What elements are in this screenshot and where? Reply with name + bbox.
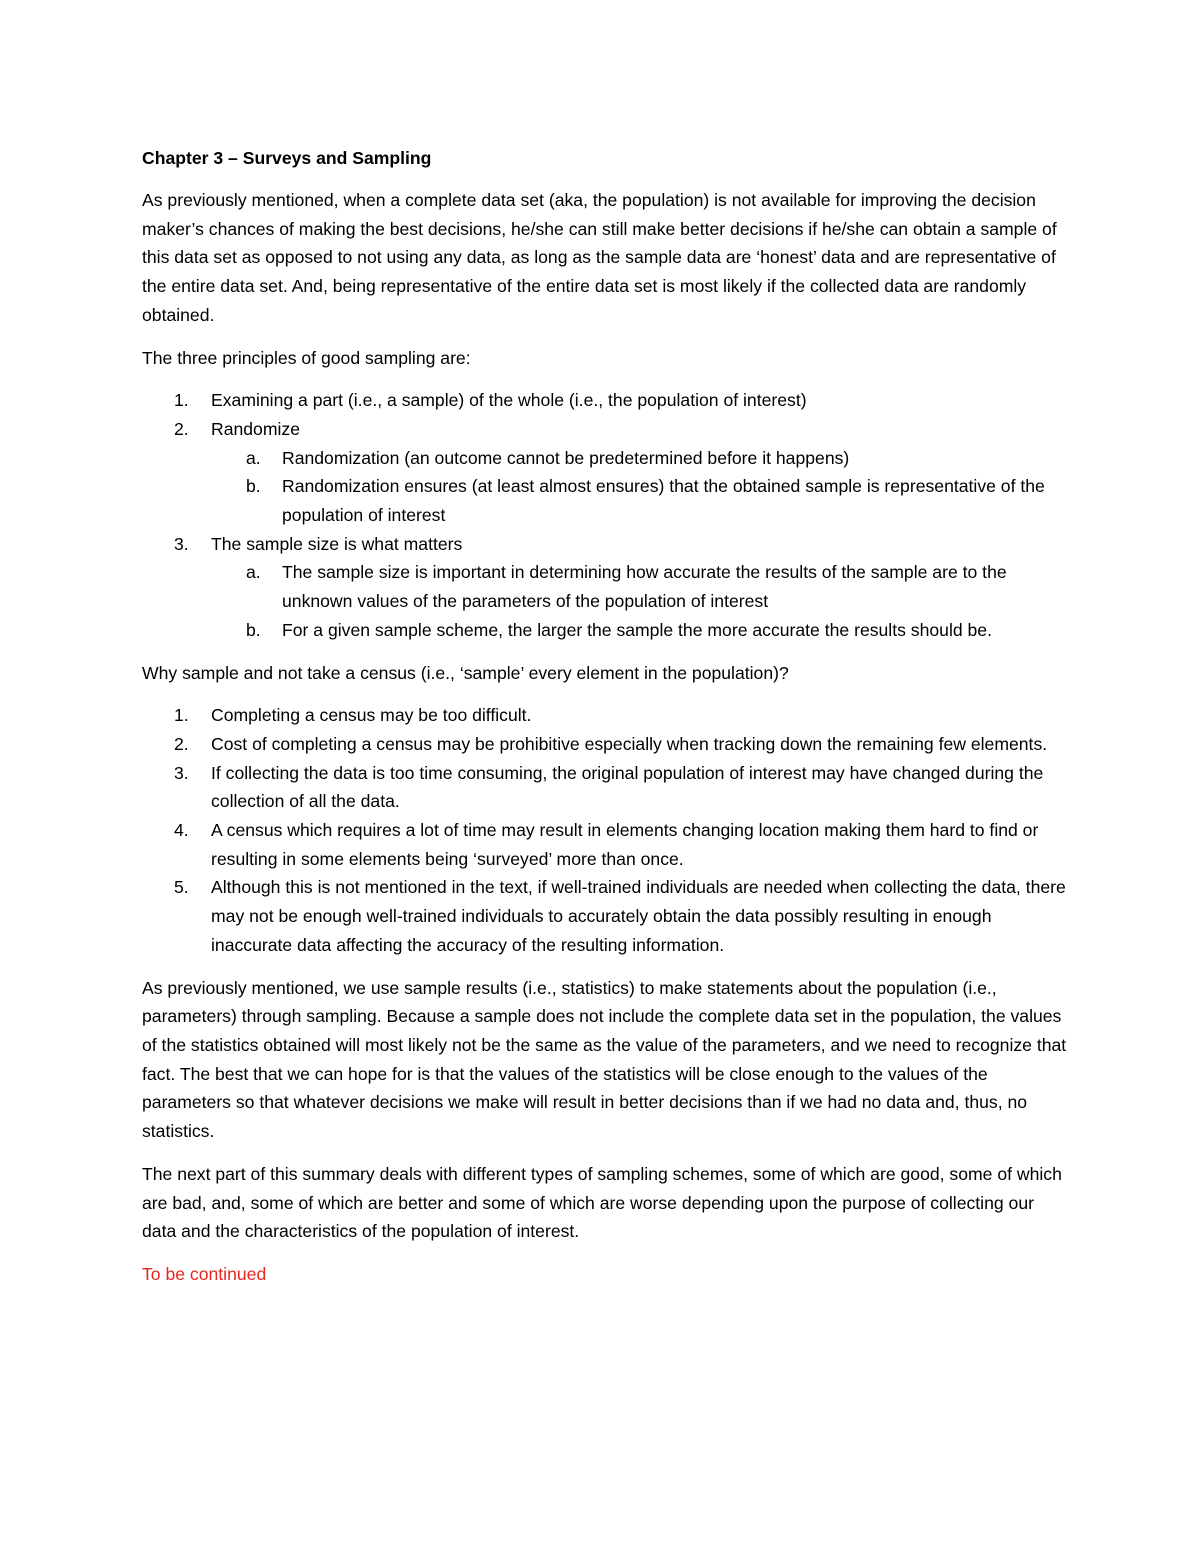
next-part-paragraph: The next part of this summary deals with different types of sampling schemes, some of which are good, some of which are bad, and, some of which are better and some of which are worse depending upon the purpose of collecting our data and the characteristics of the population of interest.: [142, 1163, 1062, 1242]
sub-item-text: The sample size is important in determining how accurate the results of the sample are to the unknown values of the parameters of the population of interest: [282, 562, 1007, 612]
list-letter: a.: [246, 562, 261, 583]
sub-item-text: For a given sample scheme, the larger the sample the more accurate the results should be.: [282, 619, 992, 640]
sub-list: [211, 444, 1067, 530]
list-number: 2.: [174, 733, 189, 754]
reason-text: Completing a census may be too difficult.: [211, 705, 532, 726]
reason-item: [142, 816, 1067, 873]
reason-text: If collecting the data is too time consuming, the original population of interest may have changed during the collection of all the data.: [211, 762, 1044, 812]
principles-heading: The three principles of good sampling are:: [142, 347, 471, 368]
principle-item: [142, 415, 1067, 530]
sub-item: [211, 472, 1067, 529]
list-number: 1.: [174, 390, 189, 411]
list-number: 3.: [174, 533, 189, 554]
reason-text: Cost of completing a census may be prohibitive especially when tracking down the remaining few elements.: [211, 733, 1048, 754]
principles-list: [142, 386, 1067, 644]
sub-item-text: Randomization ensures (at least almost ensures) that the obtained sample is representative of the population of interest: [282, 476, 1045, 526]
reason-item: [142, 873, 1067, 959]
reason-text: Although this is not mentioned in the text, if well-trained individuals are needed when collecting the data, there may not be enough well-trained individuals to accurately obtain the data possibly resulting in enough inaccurate data affecting the accuracy of the resulting information.: [211, 877, 1066, 955]
list-number: 1.: [174, 705, 189, 726]
list-letter: a.: [246, 447, 261, 468]
list-number: 2.: [174, 418, 189, 439]
list-number: 5.: [174, 877, 189, 898]
list-number: 3.: [174, 762, 189, 783]
document-body: [142, 144, 1067, 1289]
reason-item: [142, 759, 1067, 816]
principle-text: The sample size is what matters: [211, 533, 463, 554]
principle-text: Examining a part (i.e., a sample) of the whole (i.e., the population of interest): [211, 390, 807, 411]
principle-item: [142, 530, 1067, 645]
sub-item: [211, 558, 1067, 615]
sub-item: [211, 444, 1067, 473]
sub-list: [211, 558, 1067, 644]
continued-note: To be continued: [142, 1263, 267, 1284]
reason-item: [142, 701, 1067, 730]
reason-text: A census which requires a lot of time may result in elements changing location making them hard to find or resulting in some elements being ‘surveyed’ more than once.: [211, 820, 1039, 869]
chapter-title: Chapter 3 – Surveys and Sampling: [142, 148, 432, 168]
list-number: 4.: [174, 820, 189, 841]
principle-text: Randomize: [211, 418, 300, 439]
sub-item: [211, 616, 1067, 645]
list-letter: b.: [246, 476, 261, 497]
principle-item: [142, 386, 1067, 415]
census-heading: Why sample and not take a census (i.e., ‘sample’ every element in the population)?: [142, 662, 789, 683]
reason-item: [142, 730, 1067, 759]
intro-paragraph: As previously mentioned, when a complete data set (aka, the population) is not available for improving the decision maker’s chances of making the best decisions, he/she can still make better decisions if he/she can obtain a sample of this data set as opposed to not using any data, as long as the sample data are ‘honest’ data and are representative of the entire data set. And, being representative of the entire data set is most likely if the collected data are randomly obtained.: [142, 190, 1057, 325]
statistics-paragraph: As previously mentioned, we use sample results (i.e., statistics) to make statements about the population (i.e., parameters) through sampling. Because a sample does not include the complete data set in the population, the values of the statistics obtained will most likely not be the same as the value of the parameters, and we need to recognize that fact. The best that we can hope for is that the values of the statistics will be close enough to the values of the parameters so that whatever decisions we make will result in better decisions than if we had no data and, thus, no statistics.: [142, 977, 1067, 1142]
census-reasons-list: [142, 701, 1067, 959]
sub-item-text: Randomization (an outcome cannot be predetermined before it happens): [282, 447, 850, 468]
list-letter: b.: [246, 619, 261, 640]
